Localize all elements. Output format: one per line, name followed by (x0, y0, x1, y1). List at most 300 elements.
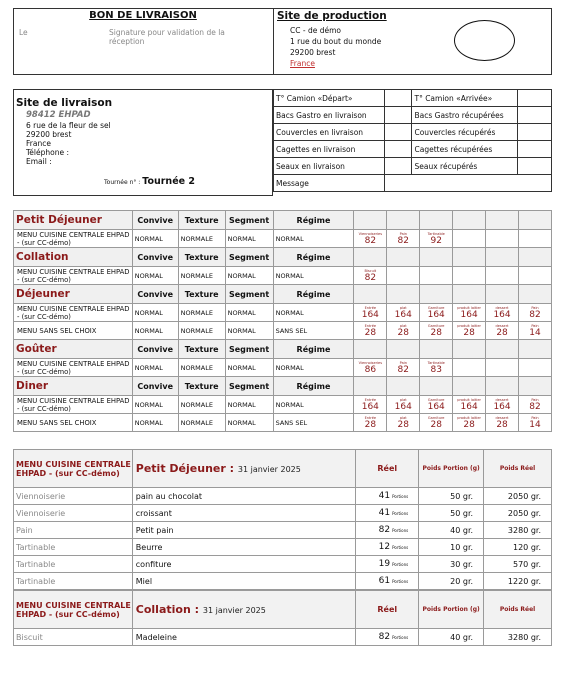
count-label: Garniture (427, 323, 445, 328)
menu-name: MENU CUISINE CENTRALE EHPAD - (sur CC-démo) (14, 396, 133, 414)
column-header: Régime (273, 248, 354, 267)
reel-cell (356, 573, 419, 590)
count-value: 28 (430, 327, 442, 338)
column-header: Régime (273, 285, 354, 304)
production-address (290, 25, 381, 69)
texture-cell: NORMALE (178, 396, 225, 414)
summary-table (13, 210, 552, 432)
count-label: dessert (495, 323, 509, 328)
poids-portion-header: Poids Portion (g) (419, 591, 484, 629)
meal-name: Déjeuner (14, 285, 133, 304)
poids-reel-cell: 1220 gr. (484, 573, 552, 590)
meal-section-header (14, 248, 552, 267)
count-cell (354, 267, 387, 285)
count-header-cell (354, 285, 387, 304)
truck-label: Cagettes en livraison (274, 141, 385, 158)
column-header: Texture (178, 285, 225, 304)
detail-menu-name: MENU CUISINE CENTRALE EHPAD - (sur CC-démo) (14, 591, 133, 629)
count-header-cell (519, 377, 552, 396)
detail-row (14, 629, 552, 646)
count-header-cell (387, 285, 420, 304)
meal-section-header (14, 340, 552, 359)
truck-row (274, 124, 552, 141)
menu-row (14, 414, 552, 432)
count-value: 164 (427, 309, 445, 320)
poids-reel-cell: 2050 gr. (484, 488, 552, 505)
count-label: dessert (495, 397, 509, 402)
count-cell (387, 304, 420, 322)
count-header-cell (354, 340, 387, 359)
detail-menu-name: MENU CUISINE CENTRALE EHPAD - (sur CC-démo) (14, 450, 133, 488)
column-header: Segment (225, 377, 273, 396)
count-header-cell (420, 211, 453, 230)
count-header-cell (486, 211, 519, 230)
poids-reel-header: Poids Réel (484, 450, 552, 488)
segment-cell: NORMAL (225, 322, 273, 340)
poids-portion-cell: 40 gr. (419, 522, 484, 539)
column-header: Segment (225, 248, 273, 267)
count-header-cell (420, 248, 453, 267)
segment-cell: NORMAL (225, 396, 273, 414)
menu-row (14, 359, 552, 377)
product-name: confiture (132, 556, 356, 573)
column-header: Convive (132, 211, 178, 230)
count-cell (420, 359, 453, 377)
count-cell (453, 359, 486, 377)
reel-cell (356, 522, 419, 539)
segment-cell: NORMAL (225, 267, 273, 285)
menu-row (14, 322, 552, 340)
count-header-cell (453, 377, 486, 396)
meal-section-header (14, 377, 552, 396)
count-cell (420, 414, 453, 432)
count-header-cell (519, 211, 552, 230)
count-header-cell (420, 377, 453, 396)
product-name: croissant (132, 505, 356, 522)
count-value: 82 (364, 235, 377, 246)
menu-row (14, 267, 552, 285)
count-header-cell (486, 285, 519, 304)
count-label: Pain (531, 415, 539, 420)
segment-cell: NORMAL (225, 304, 273, 322)
column-header: Régime (273, 340, 354, 359)
poids-portion-header: Poids Portion (g) (419, 450, 484, 488)
count-cell (453, 267, 486, 285)
count-value: 28 (397, 327, 409, 338)
truck-value (384, 107, 412, 124)
convive-cell: NORMAL (132, 304, 178, 322)
count-label: Entrée (364, 305, 377, 310)
menu-name: MENU CUISINE CENTRALE EHPAD - (sur CC-démo) (14, 304, 133, 322)
truck-label: Bacs Gastro récupérées (412, 107, 518, 124)
count-label: Pain (399, 231, 407, 236)
count-label: dessert (495, 305, 509, 310)
column-header: Convive (132, 285, 178, 304)
count-cell (387, 322, 420, 340)
count-value: 164 (493, 309, 511, 320)
reel-quantity: 12 (378, 542, 391, 552)
column-header: Segment (225, 340, 273, 359)
detail-header-row (14, 591, 552, 629)
product-category: Tartinable (14, 539, 133, 556)
column-header: Texture (178, 211, 225, 230)
poids-portion-cell: 50 gr. (419, 488, 484, 505)
count-cell (453, 414, 486, 432)
reel-cell (356, 488, 419, 505)
count-cell (453, 230, 486, 248)
regime-cell: NORMAL (273, 396, 354, 414)
count-label: dessert (495, 415, 509, 420)
count-header-cell (519, 248, 552, 267)
poids-reel-header: Poids Réel (484, 591, 552, 629)
count-value: 164 (460, 309, 478, 320)
tournee-value: Tournée 2 (142, 176, 195, 187)
tournee-label: Tournée n° : (104, 179, 141, 186)
menu-name: MENU SANS SEL CHOIX (14, 414, 133, 432)
count-header-cell (453, 248, 486, 267)
count-cell (354, 396, 387, 414)
production-line: CC - de démo (290, 26, 341, 35)
count-cell (420, 267, 453, 285)
count-header-cell (420, 340, 453, 359)
column-header: Régime (273, 377, 354, 396)
convive-cell: NORMAL (132, 230, 178, 248)
product-category: Tartinable (14, 573, 133, 590)
regime-cell: NORMAL (273, 230, 354, 248)
reel-cell (356, 629, 419, 646)
poids-reel-cell: 570 gr. (484, 556, 552, 573)
count-label: Viennoiseries (358, 231, 383, 236)
poids-reel-cell: 3280 gr. (484, 522, 552, 539)
livraison-address (26, 121, 111, 166)
menu-row (14, 396, 552, 414)
truck-message-row (274, 175, 552, 192)
detail-row (14, 556, 552, 573)
poids-portion-cell: 10 gr. (419, 539, 484, 556)
meal-date: 31 janvier 2025 (202, 606, 266, 615)
detail-row (14, 522, 552, 539)
count-cell (486, 414, 519, 432)
truck-label: Seaux récupérés (412, 158, 518, 175)
count-header-cell (420, 285, 453, 304)
count-value: 164 (361, 309, 379, 320)
convive-cell: NORMAL (132, 267, 178, 285)
regime-cell: NORMAL (273, 267, 354, 285)
meal-name: Petit Déjeuner (14, 211, 133, 230)
count-value: 82 (529, 401, 541, 412)
count-value: 164 (361, 401, 379, 412)
texture-cell: NORMALE (178, 359, 225, 377)
count-value: 164 (394, 401, 412, 412)
segment-cell: NORMAL (225, 230, 273, 248)
meal-name: Collation (14, 248, 133, 267)
menu-row (14, 230, 552, 248)
truck-label: Cagettes récupérées (412, 141, 518, 158)
truck-label: T° Camion «Arrivée» (412, 90, 518, 107)
truck-value (518, 90, 552, 107)
count-value: 83 (430, 364, 442, 375)
count-value: 164 (394, 309, 412, 320)
count-value: 28 (496, 327, 508, 338)
reel-unit: Portions (392, 511, 409, 516)
segment-cell: NORMAL (225, 414, 273, 432)
count-label: produit laitier (457, 397, 481, 402)
count-value: 82 (397, 235, 409, 246)
meal-label: Petit Déjeuner : (135, 462, 235, 475)
count-header-cell (354, 248, 387, 267)
column-header: Texture (178, 248, 225, 267)
menu-row (14, 304, 552, 322)
count-cell (453, 304, 486, 322)
count-cell (519, 359, 552, 377)
column-header: Régime (273, 211, 354, 230)
count-label: produit laitier (457, 415, 481, 420)
count-label: plat (399, 323, 407, 328)
count-cell (519, 322, 552, 340)
count-label: plat (399, 397, 407, 402)
convive-cell: NORMAL (132, 322, 178, 340)
truck-value (384, 124, 412, 141)
livraison-title: Site de livraison (16, 97, 113, 109)
signature-label: Signature pour validation de la réception (109, 28, 225, 46)
product-name: pain au chocolat (132, 488, 356, 505)
menu-name: MENU CUISINE CENTRALE EHPAD - (sur CC-démo) (14, 359, 133, 377)
convive-cell: NORMAL (132, 396, 178, 414)
product-category: Biscuit (14, 629, 133, 646)
count-label: Biscuit (364, 268, 377, 273)
meal-label: Collation : (135, 603, 200, 616)
count-header-cell (387, 377, 420, 396)
count-cell (420, 396, 453, 414)
count-cell (453, 396, 486, 414)
product-name: Miel (132, 573, 356, 590)
tournee (104, 176, 195, 187)
count-header-cell (486, 248, 519, 267)
count-cell (453, 322, 486, 340)
count-cell (519, 304, 552, 322)
count-value: 164 (427, 401, 445, 412)
count-cell (354, 359, 387, 377)
count-value: 14 (529, 419, 541, 430)
truck-label: T° Camion «Départ» (274, 90, 385, 107)
truck-table (273, 89, 552, 192)
poids-reel-cell: 2050 gr. (484, 505, 552, 522)
detail-row (14, 539, 552, 556)
count-label: Garniture (427, 305, 445, 310)
truck-value (384, 158, 412, 175)
count-label: Pain (399, 360, 407, 365)
livraison-email: Email : (26, 157, 52, 166)
count-label: Garniture (427, 397, 445, 402)
count-cell (519, 396, 552, 414)
truck-label: Seaux en livraison (274, 158, 385, 175)
product-name: Beurre (132, 539, 356, 556)
count-header-cell (354, 377, 387, 396)
count-value: 82 (529, 309, 541, 320)
meal-name: Diner (14, 377, 133, 396)
detail-meal-title (132, 591, 356, 629)
convive-cell: NORMAL (132, 359, 178, 377)
convive-cell: NORMAL (132, 414, 178, 432)
reel-cell (356, 556, 419, 573)
reel-quantity: 82 (378, 525, 391, 535)
column-header: Segment (225, 285, 273, 304)
bon-title: BON DE LIVRAISON (89, 10, 197, 21)
count-cell (354, 230, 387, 248)
production-line: 1 rue du bout du monde (290, 37, 382, 46)
count-value: 28 (364, 419, 377, 430)
count-cell (519, 230, 552, 248)
le-label: Le (19, 28, 28, 37)
count-cell (354, 322, 387, 340)
count-header-cell (453, 340, 486, 359)
meal-date: 31 janvier 2025 (237, 465, 301, 474)
texture-cell: NORMALE (178, 304, 225, 322)
truck-label: Couvercles récupérés (412, 124, 518, 141)
count-cell (387, 267, 420, 285)
count-cell (486, 304, 519, 322)
segment-cell: NORMAL (225, 359, 273, 377)
count-cell (420, 322, 453, 340)
product-category: Viennoiserie (14, 505, 133, 522)
count-value: 28 (430, 419, 442, 430)
reel-unit: Portions (392, 494, 409, 499)
menu-name: MENU CUISINE CENTRALE EHPAD - (sur CC-démo) (14, 267, 133, 285)
detail-row (14, 573, 552, 590)
production-title: Site de production (277, 10, 387, 22)
reel-unit: Portions (392, 562, 409, 567)
count-header-cell (486, 340, 519, 359)
reel-unit: Portions (392, 528, 409, 533)
truck-value (518, 107, 552, 124)
count-label: Viennoiseries (358, 360, 383, 365)
header-divider (273, 8, 274, 75)
regime-cell: NORMAL (273, 359, 354, 377)
count-label: Tartinable (427, 231, 445, 236)
logo-ellipse (454, 20, 515, 61)
count-cell (354, 414, 387, 432)
product-category: Viennoiserie (14, 488, 133, 505)
column-header: Texture (178, 340, 225, 359)
count-label: plat (399, 305, 407, 310)
count-value: 86 (364, 364, 377, 375)
count-cell (519, 267, 552, 285)
count-value: 28 (364, 327, 377, 338)
detail-row (14, 505, 552, 522)
product-name: Petit pain (132, 522, 356, 539)
reel-quantity: 19 (378, 559, 391, 569)
livraison-line: 6 rue de la fleur de sel (26, 121, 111, 130)
reel-quantity: 41 (378, 491, 391, 501)
poids-portion-cell: 30 gr. (419, 556, 484, 573)
count-cell (486, 396, 519, 414)
reel-header: Réel (356, 591, 419, 629)
poids-portion-cell: 50 gr. (419, 505, 484, 522)
count-label: Entrée (364, 415, 377, 420)
count-label: Garniture (427, 415, 445, 420)
count-header-cell (387, 211, 420, 230)
count-cell (420, 304, 453, 322)
production-line: 29200 brest (290, 48, 336, 57)
count-label: Pain (531, 323, 539, 328)
detail-table (13, 590, 552, 646)
meal-name: Goûter (14, 340, 133, 359)
meal-section-header (14, 285, 552, 304)
count-label: Pain (531, 305, 539, 310)
reel-unit: Portions (392, 545, 409, 550)
truck-value (518, 141, 552, 158)
menu-name: MENU SANS SEL CHOIX (14, 322, 133, 340)
count-value: 82 (364, 272, 377, 283)
production-country: France (290, 59, 315, 68)
reel-unit: Portions (392, 635, 409, 640)
count-value: 28 (463, 327, 475, 338)
livraison-line: 29200 brest (26, 130, 72, 139)
detail-meal-title (132, 450, 356, 488)
count-header-cell (453, 211, 486, 230)
product-category: Tartinable (14, 556, 133, 573)
detail-header-row (14, 450, 552, 488)
column-header: Segment (225, 211, 273, 230)
count-header-cell (453, 285, 486, 304)
livraison-code: 98412 EHPAD (26, 110, 91, 120)
count-label: Pain (531, 397, 539, 402)
livraison-line: France (26, 139, 51, 148)
count-value: 28 (463, 419, 475, 430)
product-name: Madeleine (132, 629, 356, 646)
reel-cell (356, 539, 419, 556)
count-label: produit laitier (457, 323, 481, 328)
count-cell (387, 396, 420, 414)
poids-portion-cell: 20 gr. (419, 573, 484, 590)
regime-cell: SANS SEL (273, 414, 354, 432)
texture-cell: NORMALE (178, 414, 225, 432)
reel-cell (356, 505, 419, 522)
column-header: Texture (178, 377, 225, 396)
detail-row (14, 488, 552, 505)
count-value: 28 (397, 419, 409, 430)
count-cell (420, 230, 453, 248)
count-header-cell (486, 377, 519, 396)
truck-message-value (384, 175, 551, 192)
count-value: 28 (496, 419, 508, 430)
regime-cell: SANS SEL (273, 322, 354, 340)
count-cell (486, 230, 519, 248)
livraison-phone: Téléphone : (26, 148, 70, 157)
column-header: Convive (132, 377, 178, 396)
detail-table (13, 449, 552, 590)
regime-cell: NORMAL (273, 304, 354, 322)
count-value: 82 (397, 364, 409, 375)
truck-row (274, 107, 552, 124)
count-cell (486, 322, 519, 340)
count-label: produit laitier (457, 305, 481, 310)
truck-row (274, 158, 552, 175)
count-value: 92 (430, 235, 442, 246)
poids-reel-cell: 3280 gr. (484, 629, 552, 646)
count-cell (387, 359, 420, 377)
poids-reel-cell: 120 gr. (484, 539, 552, 556)
count-value: 14 (529, 327, 541, 338)
product-category: Pain (14, 522, 133, 539)
reel-quantity: 61 (378, 576, 391, 586)
reel-quantity: 82 (378, 632, 391, 642)
count-cell (486, 359, 519, 377)
truck-row (274, 90, 552, 107)
menu-name: MENU CUISINE CENTRALE EHPAD - (sur CC-démo) (14, 230, 133, 248)
count-label: Tartinable (427, 360, 445, 365)
count-header-cell (519, 285, 552, 304)
